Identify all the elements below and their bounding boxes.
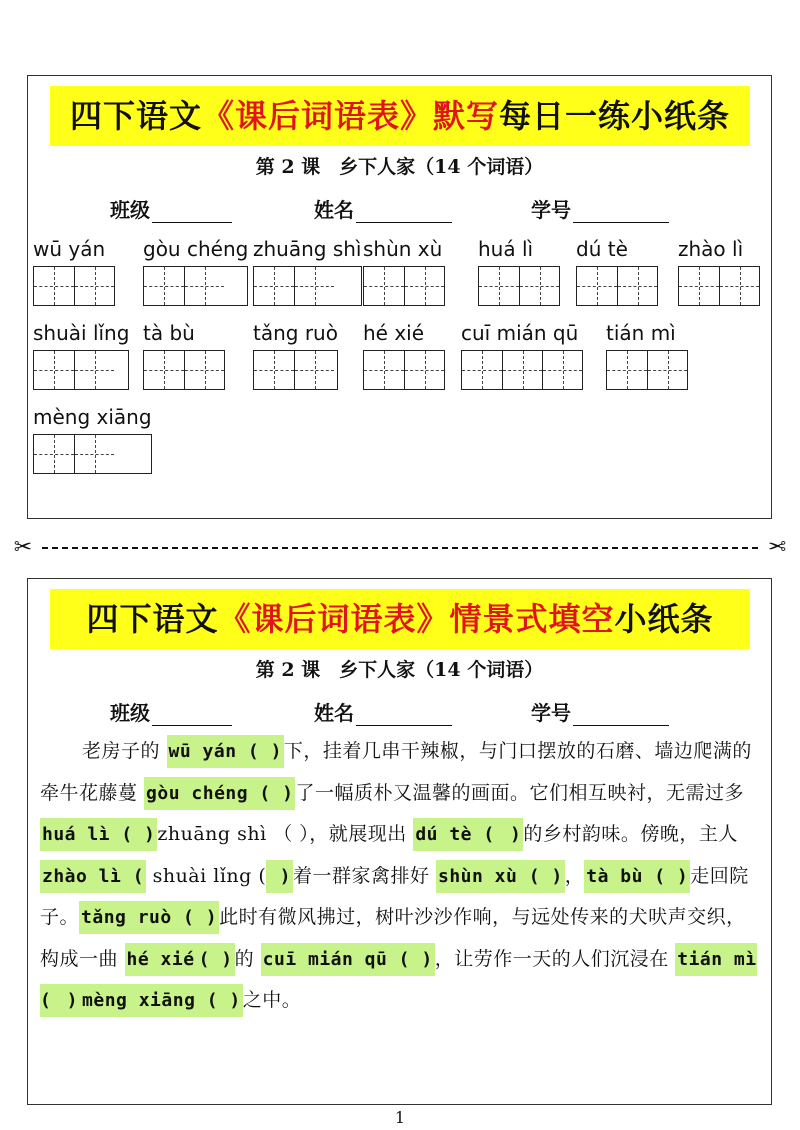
writing-grid[interactable] bbox=[143, 266, 248, 306]
tianzige-cell[interactable] bbox=[519, 267, 559, 305]
tianzige-cell[interactable] bbox=[74, 267, 114, 305]
fill-blank[interactable]: tǎng ruò ( ) bbox=[79, 901, 219, 934]
dictation-slip bbox=[27, 75, 772, 519]
class-label: 班级 bbox=[110, 701, 150, 725]
student-info-row bbox=[28, 697, 771, 727]
tianzige-cell[interactable] bbox=[144, 267, 184, 305]
name-field bbox=[314, 697, 452, 726]
slip-title-banner bbox=[50, 589, 750, 649]
fill-blank[interactable]: ) bbox=[266, 860, 293, 893]
passage-text: 此时有微风拂过，树叶沙沙作响，与远处传来的犬吠声交织，构成一曲 bbox=[40, 906, 746, 970]
fill-blank[interactable]: gòu chéng ( ) bbox=[144, 777, 295, 810]
tianzige-cell[interactable] bbox=[294, 267, 334, 305]
writing-grid[interactable] bbox=[576, 266, 658, 306]
word-item bbox=[363, 236, 445, 306]
number-blank[interactable] bbox=[573, 202, 669, 223]
name-label: 姓名 bbox=[314, 198, 354, 222]
passage-text: ，就展现出 bbox=[309, 823, 414, 845]
word-item bbox=[143, 236, 248, 306]
class-field bbox=[110, 697, 232, 726]
tianzige-cell[interactable] bbox=[184, 267, 224, 305]
writing-grid[interactable] bbox=[253, 350, 338, 390]
tianzige-cell[interactable] bbox=[34, 267, 74, 305]
writing-grid[interactable] bbox=[143, 350, 225, 390]
tianzige-cell[interactable] bbox=[617, 267, 657, 305]
class-field bbox=[110, 194, 232, 223]
passage-text: 的 bbox=[234, 947, 261, 970]
number-field bbox=[531, 194, 669, 223]
writing-grid[interactable] bbox=[478, 266, 560, 306]
tianzige-cell[interactable] bbox=[542, 351, 582, 389]
fill-blank[interactable]: tà bù ( ) bbox=[584, 860, 690, 893]
title-prefix: 四下语文 bbox=[69, 97, 202, 135]
fill-blank[interactable]: ( ) bbox=[197, 943, 235, 976]
tianzige-cell[interactable] bbox=[607, 351, 647, 389]
pinyin-label: mèng xiāng bbox=[33, 405, 152, 429]
passage-text: 老房子的 bbox=[82, 740, 167, 762]
passage-text: 着一群家禽排好 bbox=[292, 864, 436, 887]
tianzige-cell[interactable] bbox=[479, 267, 519, 305]
writing-grid[interactable] bbox=[678, 266, 760, 306]
word-item bbox=[253, 320, 338, 390]
word-item bbox=[143, 320, 225, 390]
word-item bbox=[576, 236, 658, 306]
tianzige-cell[interactable] bbox=[74, 351, 114, 389]
pinyin-label: wū yán bbox=[33, 237, 106, 261]
word-item bbox=[461, 320, 583, 390]
slip-title-banner bbox=[50, 86, 750, 146]
writing-grid[interactable] bbox=[606, 350, 688, 390]
writing-grid[interactable] bbox=[253, 266, 362, 306]
fill-blank[interactable]: ) bbox=[497, 818, 524, 851]
tianzige-cell[interactable] bbox=[719, 267, 759, 305]
passage-text: 之中。 bbox=[242, 989, 302, 1011]
writing-grid[interactable] bbox=[33, 350, 129, 390]
class-blank[interactable] bbox=[152, 202, 232, 223]
word-item bbox=[478, 236, 560, 306]
word-item bbox=[33, 404, 152, 474]
tianzige-cell[interactable] bbox=[34, 435, 74, 473]
title-suffix: 每日一练小纸条 bbox=[499, 97, 731, 135]
word-item bbox=[33, 320, 129, 390]
tianzige-cell[interactable] bbox=[254, 351, 294, 389]
fill-blank[interactable]: wū yán ( ) bbox=[167, 735, 284, 768]
passage-text: zhuāng shì （ ） bbox=[157, 823, 310, 845]
fill-blank[interactable]: huá lì ( ) bbox=[40, 818, 157, 851]
pinyin-label: huá lì bbox=[478, 237, 534, 261]
lesson-title: 第 2 课 乡下人家（14 个词语） bbox=[255, 156, 544, 178]
tianzige-cell[interactable] bbox=[144, 351, 184, 389]
title-highlight: 《课后词语表》情景式填空 bbox=[218, 600, 615, 638]
pinyin-label: cuī mián qū bbox=[461, 321, 579, 345]
tianzige-cell[interactable] bbox=[404, 351, 444, 389]
dashed-divider bbox=[42, 547, 758, 549]
name-blank[interactable] bbox=[356, 705, 452, 726]
pinyin-label: dú tè bbox=[576, 237, 628, 261]
pinyin-label: shùn xù bbox=[363, 237, 443, 261]
title-prefix: 四下语文 bbox=[86, 600, 219, 638]
word-item bbox=[678, 236, 760, 306]
pinyin-label: zhào lì bbox=[678, 237, 744, 261]
cloze-passage bbox=[40, 731, 762, 1022]
tianzige-cell[interactable] bbox=[679, 267, 719, 305]
number-blank[interactable] bbox=[573, 705, 669, 726]
pinyin-label: tǎng ruò bbox=[253, 321, 338, 345]
tianzige-cell[interactable] bbox=[404, 267, 444, 305]
tianzige-cell[interactable] bbox=[364, 267, 404, 305]
pinyin-label: gòu chéng bbox=[143, 237, 249, 261]
fill-blank[interactable]: tián mì ( bbox=[40, 943, 757, 1018]
word-item bbox=[606, 320, 688, 390]
writing-grid[interactable] bbox=[363, 350, 445, 390]
passage-text: ， bbox=[564, 864, 585, 887]
name-blank[interactable] bbox=[356, 202, 452, 223]
passage-text: 下，挂着几串干辣椒，与门口摆放的石磨、墙边爬满的牵牛花藤蔓 bbox=[40, 740, 752, 804]
name-field bbox=[314, 194, 452, 223]
passage-text: 了一幅质朴又温馨的画面。它们相互映衬，无需过多 bbox=[295, 781, 744, 804]
page-number: 1 bbox=[394, 1108, 406, 1127]
student-info-row bbox=[28, 194, 771, 224]
fill-blank[interactable]: shùn xù ( ) bbox=[436, 860, 565, 893]
writing-grid[interactable] bbox=[363, 266, 445, 306]
tianzige-cell[interactable] bbox=[254, 267, 294, 305]
tianzige-cell[interactable] bbox=[462, 351, 502, 389]
number-label: 学号 bbox=[531, 701, 571, 725]
fill-blank[interactable]: mèng xiāng ( ) bbox=[80, 984, 243, 1017]
word-item bbox=[363, 320, 445, 390]
passage-text: ，让劳作一天的人们沉浸在 bbox=[434, 947, 676, 970]
cut-line bbox=[8, 536, 792, 560]
pinyin-label: zhuāng shì bbox=[253, 237, 362, 261]
fill-blank[interactable]: zhào lì ( bbox=[40, 860, 146, 893]
tianzige-cell[interactable] bbox=[74, 435, 114, 473]
word-item bbox=[33, 236, 115, 306]
number-label: 学号 bbox=[531, 198, 571, 222]
fill-blank[interactable]: ) bbox=[53, 984, 80, 1017]
pinyin-label: shuài lǐng bbox=[33, 321, 130, 345]
pinyin-label: hé xié bbox=[363, 321, 425, 345]
scissors-icon: ✂ bbox=[13, 535, 33, 560]
tianzige-cell[interactable] bbox=[502, 351, 542, 389]
word-item bbox=[253, 236, 362, 306]
tianzige-cell[interactable] bbox=[294, 351, 334, 389]
title-highlight: 《课后词语表》默写 bbox=[201, 97, 499, 135]
tianzige-cell[interactable] bbox=[577, 267, 617, 305]
writing-grid[interactable] bbox=[33, 434, 152, 474]
fill-blank[interactable]: cuī mián qū ( ) bbox=[261, 943, 435, 976]
fill-in-slip bbox=[27, 578, 772, 1105]
tianzige-cell[interactable] bbox=[184, 351, 224, 389]
class-blank[interactable] bbox=[152, 705, 232, 726]
writing-grid[interactable] bbox=[461, 350, 583, 390]
name-label: 姓名 bbox=[314, 701, 354, 725]
fill-blank[interactable]: dú tè ( bbox=[413, 818, 496, 851]
title-suffix: 小纸条 bbox=[614, 600, 714, 638]
passage-text: 的乡村韵味。傍晚，主人 bbox=[523, 823, 738, 845]
writing-grid[interactable] bbox=[33, 266, 115, 306]
scissors-icon: ✂ bbox=[767, 535, 787, 560]
lesson-title: 第 2 课 乡下人家（14 个词语） bbox=[255, 659, 544, 681]
passage-text: 走回院子。 bbox=[40, 864, 749, 928]
pinyin-label: tà bù bbox=[143, 321, 195, 345]
number-field bbox=[531, 697, 669, 726]
tianzige-cell[interactable] bbox=[647, 351, 687, 389]
fill-blank[interactable]: hé xié bbox=[125, 943, 197, 976]
class-label: 班级 bbox=[110, 198, 150, 222]
tianzige-cell[interactable] bbox=[34, 351, 74, 389]
pinyin-label: tián mì bbox=[606, 321, 676, 345]
tianzige-cell[interactable] bbox=[364, 351, 404, 389]
passage-text: shuài lǐng ( bbox=[146, 864, 267, 887]
